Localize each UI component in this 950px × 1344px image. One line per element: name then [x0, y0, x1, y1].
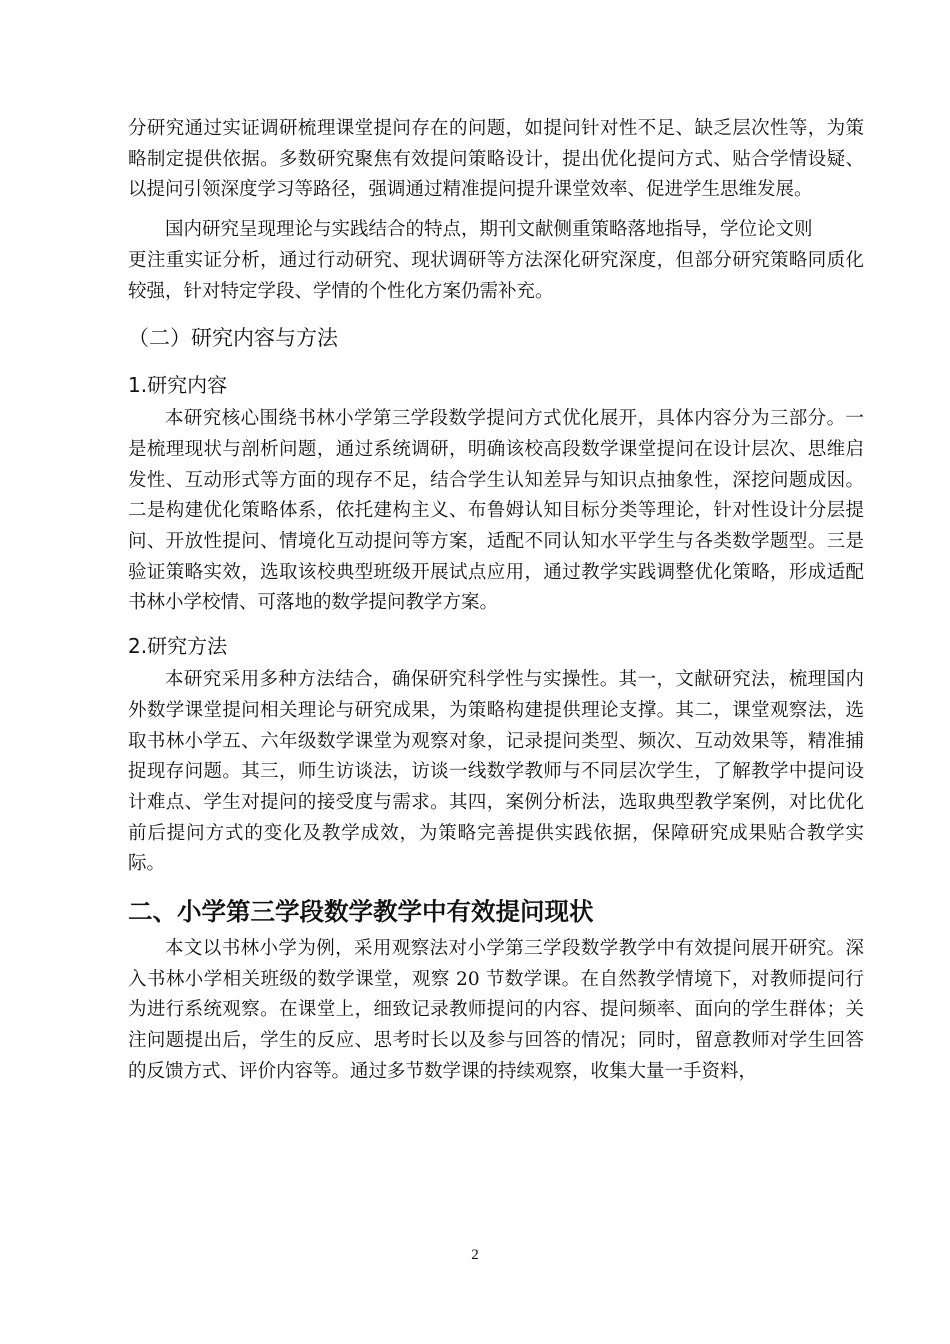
body-paragraph: 本研究核心围绕书林小学第三学段数学提问方式优化展开，具体内容分为三部分。一是梳理现状与剖析问题，通过系统调研，明确该校高段数学课堂提问在设计层次、思维启发性、互动形式等方面的现存不足，结合学生认知差异与知识点抽象性，深挖问题成因。二是构建优化策略体系，依托建构主义、布鲁姆认知目标分类等理论，针对性设计分层提问、开放性提问、情境化互动提问等方案，适配不同认知水平学生与各类数学题型。三是验证策略实效，选取该校典型班级开展试点应用，通过教学实践调整优化策略，形成适配书林小学校情、可落地的数学提问教学方案。: [128, 408, 864, 614]
page-number: 2: [471, 1247, 479, 1263]
body-paragraph: 更注重实证分析，通过行动研究、现状调研等方法深化研究深度，但部分研究策略同质化较强，针对特定学段、学情的个性化方案仍需补充。: [128, 249, 864, 302]
body-paragraph: 本文以书林小学为例，采用观察法对小学第三学段数学教学中有效提问展开研究。深入书林小学相关班级的数学课堂，观察 20 节数学课。在自然教学情境下，对教师提问行为进行系统观察。在课堂上，细致记录教师提问的内容、提问频率、面向的学生群体；关注问题提出后，学生的反应、思考时长以及参与回答的情况；同时，留意教师对学生回答的反馈方式、评价内容等。通过多节数学课的持续观察，收集大量一手资料，: [128, 938, 864, 1082]
subsection-heading: 1.研究内容: [128, 373, 228, 398]
body-paragraph: 本研究采用多种方法结合，确保研究科学性与实操性。其一，文献研究法，梳理国内外数学课堂提问相关理论与研究成果，为策略构建提供理论支撑。其二，课堂观察法，选取书林小学五、六年级数学课堂为观察对象，记录提问类型、频次、互动效果等，精准捕捉现存问题。其三，师生访谈法，访谈一线数学教师与不同层次学生，了解教学中提问设计难点、学生对提问的接受度与需求。其四，案例分析法，选取典型教学案例，对比优化前后提问方式的变化及教学成效，为策略完善提供实践依据，保障研究成果贴合教学实际。: [128, 669, 864, 875]
subsection-heading: 2.研究方法: [128, 634, 228, 659]
section-heading: （二）研究内容与方法: [128, 326, 338, 351]
body-paragraph: 分研究通过实证调研梳理课堂提问存在的问题，如提问针对性不足、缺乏层次性等，为策略制定提供依据。多数研究聚焦有效提问策略设计，提出优化提问方式、贴合学情设疑、以提问引领深度学习等路径，强调通过精准提问提升课堂效率、促进学生思维发展。: [128, 118, 864, 201]
page-content: [128, 114, 864, 1088]
body-paragraph: 国内研究呈现理论与实践结合的特点，期刊文献侧重策略落地指导，学位论文则: [165, 219, 813, 241]
chapter-heading: 二、小学第三学段数学教学中有效提问现状: [128, 897, 594, 927]
